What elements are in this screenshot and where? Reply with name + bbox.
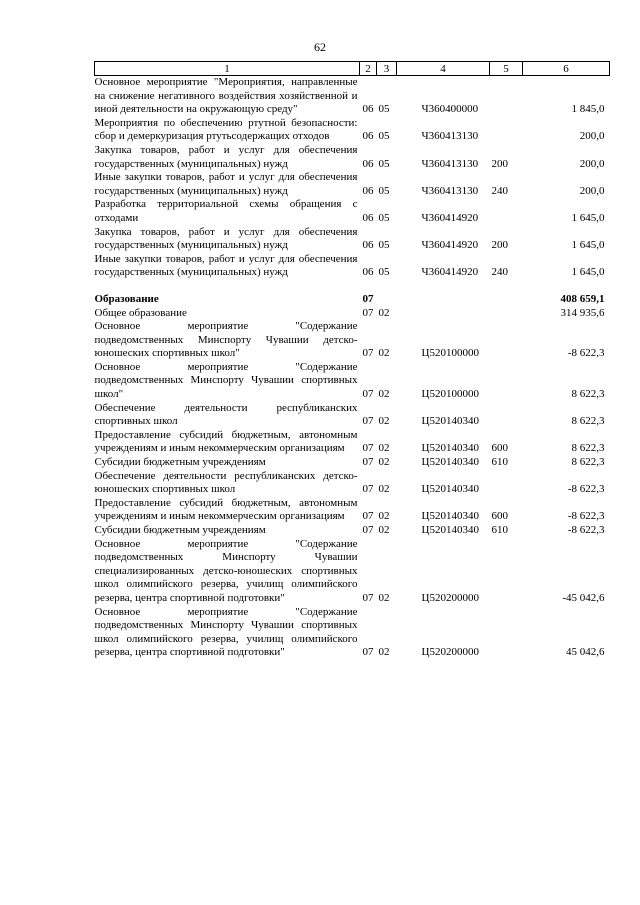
amount: 8 622,3	[571, 442, 605, 455]
expense-type-code	[490, 293, 523, 307]
item-name: Основное мероприятие "Содержание подведомственных Минспорту Чувашии спортивных школ олимпийского резерва, училищ олимпийского резерва, центра спортивной подготовки"	[94, 605, 358, 659]
expense-type-code	[490, 198, 523, 225]
table-row	[95, 253, 610, 280]
amount: -8 622,3	[567, 483, 605, 496]
target-article-code: Ц520200000	[421, 591, 479, 604]
section-code: 07	[362, 415, 374, 428]
target-article-code: Ц520140340	[421, 442, 479, 455]
target-article-code	[397, 293, 490, 307]
section-code: 06	[362, 157, 374, 170]
expense-type-code	[490, 361, 523, 402]
header-row	[95, 62, 610, 76]
expense-type-code: 200	[491, 239, 508, 252]
expense-type-code: 600	[491, 510, 508, 523]
table-body	[95, 76, 610, 660]
table-row	[95, 307, 610, 321]
item-name: Иные закупки товаров, работ и услуг для обеспечения государственных (муниципальных) нужд	[94, 252, 358, 279]
table-row	[95, 497, 610, 524]
item-name: Образование	[94, 292, 159, 305]
subsection-code: 05	[378, 130, 390, 143]
item-name: Закупка товаров, работ и услуг для обеспечения государственных (муниципальных) нужд	[94, 143, 358, 170]
expense-type-code	[490, 307, 523, 321]
subsection-code: 02	[378, 442, 390, 455]
expense-type-code	[490, 117, 523, 144]
section-code: 06	[362, 239, 374, 252]
amount: 8 622,3	[571, 415, 605, 428]
header-col-2: 2	[360, 62, 377, 76]
subsection-code: 02	[378, 510, 390, 523]
item-name: Основное мероприятие "Содержание подведомственных Минспорту Чувашии специализированных детско-юношеских спортивных школ олимпийского резерва, училищ олимпийского резерва, центра спортивной подготовки"	[94, 537, 358, 604]
header-col-6: 6	[523, 62, 610, 76]
subsection-code: 02	[378, 347, 390, 360]
section-code: 07	[362, 442, 374, 455]
table-row	[95, 606, 610, 660]
expense-type-code: 240	[491, 184, 508, 197]
subsection-code	[377, 293, 397, 307]
amount: 1 645,0	[571, 239, 605, 252]
amount: 8 622,3	[571, 456, 605, 469]
table-row	[95, 198, 610, 225]
amount: 200,0	[579, 130, 605, 143]
item-name: Иные закупки товаров, работ и услуг для обеспечения государственных (муниципальных) нужд	[94, 171, 358, 197]
table-row	[95, 429, 610, 456]
target-article-code: Ч360414920	[421, 211, 479, 224]
budget-table	[94, 61, 610, 660]
amount: 200,0	[579, 184, 605, 197]
subsection-code: 05	[378, 103, 390, 116]
target-article-code: Ц520140340	[421, 524, 479, 536]
target-article-code: Ц520140340	[421, 510, 479, 523]
amount: -8 622,3	[567, 347, 605, 360]
section-code: 07	[362, 591, 374, 604]
section-code: 07	[362, 456, 374, 469]
target-article-code	[397, 307, 490, 321]
section-code: 07	[362, 524, 374, 536]
expense-type-code: 600	[491, 442, 508, 455]
expense-type-code	[490, 606, 523, 660]
section-code: 07	[362, 306, 374, 319]
subsection-code: 02	[378, 524, 390, 536]
expense-type-code: 200	[491, 157, 508, 170]
subsection-code: 05	[378, 184, 390, 197]
table-row	[95, 144, 610, 171]
table-row	[95, 402, 610, 429]
target-article-code: Ц520140340	[421, 415, 479, 428]
item-name: Основное мероприятие "Содержание подведомственных Минспорту Чувашии спортивных школ"	[94, 360, 358, 401]
table-row	[95, 171, 610, 198]
item-name: Обеспечение деятельности республиканских детско-юношеских спортивных школ	[94, 469, 358, 496]
section-code: 06	[362, 211, 374, 224]
subsection-code: 05	[378, 239, 390, 252]
table-row	[95, 470, 610, 497]
table-header	[95, 62, 610, 76]
subsection-code: 02	[378, 306, 390, 319]
amount: 314 935,6	[560, 306, 605, 319]
amount: 8 622,3	[571, 388, 605, 401]
expense-type-code	[490, 76, 523, 117]
subsection-code: 02	[378, 646, 390, 659]
amount: -8 622,3	[567, 524, 605, 536]
table-row	[95, 320, 610, 361]
spacer-cell	[95, 280, 610, 293]
table-row	[95, 226, 610, 253]
expense-type-code	[490, 402, 523, 429]
expense-type-code	[490, 470, 523, 497]
amount: 45 042,6	[566, 646, 605, 659]
target-article-code: Ц520140340	[421, 456, 479, 469]
target-article-code: Ц520200000	[421, 646, 479, 659]
section-code: 07	[362, 292, 374, 305]
subsection-code: 02	[378, 415, 390, 428]
amount: 200,0	[579, 157, 605, 170]
table-row	[95, 361, 610, 402]
section-code: 06	[362, 130, 374, 143]
target-article-code: Ч360414920	[421, 266, 479, 279]
expense-type-code: 610	[491, 524, 508, 536]
table-row	[95, 76, 610, 117]
item-name: Субсидии бюджетным учреждениям	[94, 456, 266, 469]
subsection-code: 02	[378, 456, 390, 469]
expense-type-code	[490, 538, 523, 606]
section-code: 07	[362, 646, 374, 659]
subsection-code: 02	[378, 388, 390, 401]
section-code: 06	[362, 103, 374, 116]
target-article-code: Ч360400000	[421, 103, 479, 116]
target-article-code: Ч360413130	[421, 157, 479, 170]
item-name: Субсидии бюджетным учреждениям	[94, 524, 266, 536]
amount: 1 845,0	[571, 103, 605, 116]
spacer-row	[95, 280, 610, 293]
expense-type-code	[490, 320, 523, 361]
subsection-code: 02	[378, 483, 390, 496]
item-name: Мероприятия по обеспечению ртутной безопасности: сбор и демеркуризация ртутьсодержащих отходов	[94, 116, 358, 143]
target-article-code: Ч360414920	[421, 239, 479, 252]
target-article-code: Ц520100000	[421, 347, 479, 360]
item-name: Закупка товаров, работ и услуг для обеспечения государственных (муниципальных) нужд	[94, 225, 358, 252]
item-name: Основное мероприятие "Содержание подведомственных Минспорту Чувашии детско-юношеских спортивных школ"	[94, 320, 358, 360]
table-row	[95, 293, 610, 307]
table-row	[95, 117, 610, 144]
section-code: 07	[362, 388, 374, 401]
table-row	[95, 456, 610, 470]
section-code: 06	[362, 184, 374, 197]
amount: 1 645,0	[571, 211, 605, 224]
amount: 408 659,1	[560, 292, 605, 305]
table-row	[95, 524, 610, 538]
expense-type-code: 240	[491, 266, 508, 279]
header-col-3: 3	[377, 62, 397, 76]
target-article-code: Ч360413130	[421, 130, 479, 143]
section-code: 07	[362, 347, 374, 360]
expense-type-code: 610	[491, 456, 508, 469]
subsection-code: 05	[378, 157, 390, 170]
page-number: 62	[314, 40, 326, 54]
subsection-code: 02	[378, 591, 390, 604]
section-code: 07	[362, 483, 374, 496]
table-row	[95, 538, 610, 606]
header-col-5: 5	[490, 62, 523, 76]
target-article-code: Ц520100000	[421, 388, 479, 401]
item-name: Предоставление субсидий бюджетным, автономным учреждениям и иным некоммерческим организациям	[94, 496, 358, 523]
item-name: Предоставление субсидий бюджетным, автономным учреждениям и иным некоммерческим организациям	[94, 428, 358, 455]
target-article-code: Ч360413130	[421, 184, 479, 197]
section-code: 06	[362, 266, 374, 279]
section-code: 07	[362, 510, 374, 523]
item-name: Основное мероприятие "Мероприятия, направленные на снижение негативного воздействия хозяйственной и иной деятельности на окружающую среду"	[94, 76, 358, 116]
amount: 1 645,0	[571, 266, 605, 279]
target-article-code: Ц520140340	[421, 483, 479, 496]
header-col-1: 1	[95, 62, 360, 76]
item-name: Разработка территориальной схемы обращения с отходами	[94, 198, 358, 224]
subsection-code: 05	[378, 211, 390, 224]
amount: -8 622,3	[567, 510, 605, 523]
subsection-code: 05	[378, 266, 390, 279]
item-name: Общее образование	[94, 306, 187, 319]
amount: -45 042,6	[562, 591, 605, 604]
header-col-4: 4	[397, 62, 490, 76]
item-name: Обеспечение деятельности республиканских спортивных школ	[94, 401, 358, 428]
